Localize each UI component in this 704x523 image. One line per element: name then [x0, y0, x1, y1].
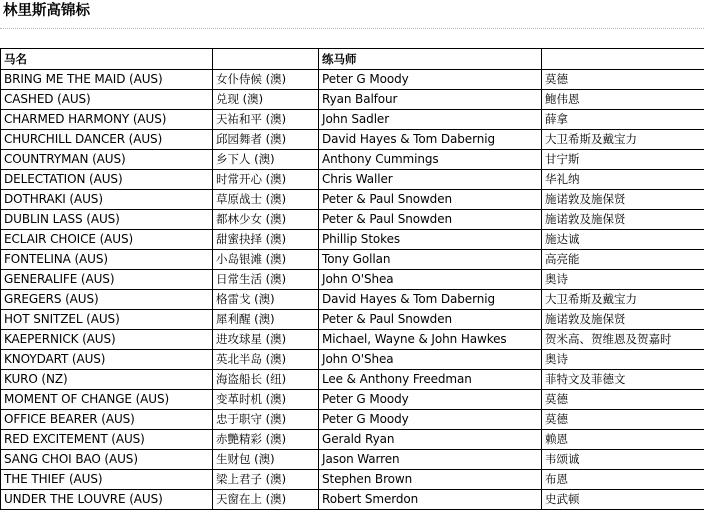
cell-horse-name-cn[interactable]: 都林少女 (澳) [213, 210, 319, 230]
cell-horse-name[interactable]: KAEPERNICK (AUS) [1, 330, 213, 350]
cell-horse-name[interactable]: CHARMED HARMONY (AUS) [1, 110, 213, 130]
cell-trainer-cn[interactable]: 甘宁斯 [542, 150, 704, 170]
cell-trainer[interactable]: Peter & Paul Snowden [319, 310, 542, 330]
cell-horse-name[interactable]: MOMENT OF CHANGE (AUS) [1, 390, 213, 410]
cell-trainer[interactable]: Chris Waller [319, 170, 542, 190]
cell-horse-name-cn[interactable]: 变革时机 (澳) [213, 390, 319, 410]
table-row [1, 130, 704, 150]
table-row [1, 470, 704, 490]
cell-trainer[interactable]: Lee & Anthony Freedman [319, 370, 542, 390]
cell-horse-name[interactable]: HOT SNITZEL (AUS) [1, 310, 213, 330]
cell-horse-name[interactable]: THE THIEF (AUS) [1, 470, 213, 490]
table-row [1, 430, 704, 450]
table-row [1, 450, 704, 470]
cell-horse-name[interactable]: GREGERS (AUS) [1, 290, 213, 310]
table-row [1, 210, 704, 230]
cell-trainer[interactable]: Ryan Balfour [319, 90, 542, 110]
table-row [1, 290, 704, 310]
cell-trainer-cn[interactable]: 高亮能 [542, 250, 704, 270]
sheet-title: 林里斯高锦标 [3, 2, 90, 19]
cell-trainer[interactable]: David Hayes & Tom Dabernig [319, 130, 542, 150]
cell-trainer-cn[interactable]: 施诺敦及施保贤 [542, 310, 704, 330]
table-row [1, 410, 704, 430]
cell-horse-name[interactable]: ECLAIR CHOICE (AUS) [1, 230, 213, 250]
cell-trainer-cn[interactable]: 莫德 [542, 390, 704, 410]
cell-horse-name[interactable]: BRING ME THE MAID (AUS) [1, 70, 213, 90]
table-row [1, 250, 704, 270]
cell-horse-name-cn[interactable]: 女仆侍候 (澳) [213, 70, 319, 90]
table-body [1, 49, 704, 510]
header-trainer-cn[interactable] [542, 49, 704, 70]
cell-horse-name-cn[interactable]: 邱园舞者 (澳) [213, 130, 319, 150]
horse-trainer-table [0, 48, 704, 510]
cell-horse-name-cn[interactable]: 时常开心 (澳) [213, 170, 319, 190]
cell-trainer-cn[interactable]: 史武顿 [542, 490, 704, 510]
cell-trainer[interactable]: John O'Shea [319, 350, 542, 370]
cell-trainer-cn[interactable]: 华礼纳 [542, 170, 704, 190]
gridline-divider [0, 28, 704, 29]
cell-trainer-cn[interactable]: 奥诗 [542, 270, 704, 290]
table-row [1, 310, 704, 330]
cell-trainer[interactable]: Peter & Paul Snowden [319, 190, 542, 210]
cell-trainer-cn[interactable]: 施达诚 [542, 230, 704, 250]
table-row [1, 350, 704, 370]
table-row [1, 170, 704, 190]
cell-horse-name-cn[interactable]: 天祐和平 (澳) [213, 110, 319, 130]
cell-trainer[interactable]: Peter & Paul Snowden [319, 210, 542, 230]
table-row [1, 90, 704, 110]
table-row [1, 270, 704, 290]
cell-trainer-cn[interactable]: 大卫希斯及戴宝力 [542, 290, 704, 310]
cell-horse-name[interactable]: OFFICE BEARER (AUS) [1, 410, 213, 430]
cell-trainer[interactable]: Tony Gollan [319, 250, 542, 270]
cell-trainer-cn[interactable]: 大卫希斯及戴宝力 [542, 130, 704, 150]
table-row [1, 390, 704, 410]
cell-trainer[interactable]: John Sadler [319, 110, 542, 130]
cell-horse-name-cn[interactable]: 天窗在上 (澳) [213, 490, 319, 510]
cell-trainer[interactable]: David Hayes & Tom Dabernig [319, 290, 542, 310]
cell-trainer-cn[interactable]: 施诺敦及施保贤 [542, 190, 704, 210]
cell-trainer-cn[interactable]: 施诺敦及施保贤 [542, 210, 704, 230]
cell-horse-name-cn[interactable]: 英北半岛 (澳) [213, 350, 319, 370]
cell-trainer[interactable]: Robert Smerdon [319, 490, 542, 510]
cell-horse-name[interactable]: CASHED (AUS) [1, 90, 213, 110]
header-horse-name-cn[interactable] [213, 49, 319, 70]
cell-trainer-cn[interactable]: 奥诗 [542, 350, 704, 370]
cell-horse-name-cn[interactable]: 梁上君子 (澳) [213, 470, 319, 490]
cell-trainer-cn[interactable]: 韦颂诚 [542, 450, 704, 470]
cell-horse-name-cn[interactable]: 犀利醒 (澳) [213, 310, 319, 330]
cell-horse-name-cn[interactable]: 兑现 (澳) [213, 90, 319, 110]
table-row [1, 190, 704, 210]
cell-horse-name-cn[interactable]: 日常生活 (澳) [213, 270, 319, 290]
table-row [1, 370, 704, 390]
cell-horse-name[interactable]: GENERALIFE (AUS) [1, 270, 213, 290]
cell-horse-name[interactable]: FONTELINA (AUS) [1, 250, 213, 270]
cell-horse-name-cn[interactable]: 海盗船长 (纽) [213, 370, 319, 390]
table-header-row [1, 49, 704, 70]
table-row [1, 230, 704, 250]
cell-horse-name[interactable]: KNOYDART (AUS) [1, 350, 213, 370]
cell-trainer[interactable]: Gerald Ryan [319, 430, 542, 450]
cell-horse-name-cn[interactable]: 进攻球星 (澳) [213, 330, 319, 350]
cell-horse-name-cn[interactable]: 赤艷精彩 (澳) [213, 430, 319, 450]
cell-trainer[interactable]: Anthony Cummings [319, 150, 542, 170]
table-row [1, 490, 704, 510]
cell-trainer[interactable]: Jason Warren [319, 450, 542, 470]
cell-horse-name-cn[interactable]: 草原战士 (澳) [213, 190, 319, 210]
table-row [1, 110, 704, 130]
cell-horse-name[interactable]: COUNTRYMAN (AUS) [1, 150, 213, 170]
cell-horse-name-cn[interactable]: 乡下人 (澳) [213, 150, 319, 170]
header-trainer[interactable]: 练马师 [319, 49, 542, 70]
cell-horse-name-cn[interactable]: 甜蜜抉择 (澳) [213, 230, 319, 250]
cell-horse-name-cn[interactable]: 生财包 (澳) [213, 450, 319, 470]
cell-trainer-cn[interactable]: 莫德 [542, 410, 704, 430]
cell-horse-name[interactable]: DUBLIN LASS (AUS) [1, 210, 213, 230]
header-horse-name[interactable]: 马名 [1, 49, 213, 70]
cell-horse-name[interactable]: CHURCHILL DANCER (AUS) [1, 130, 213, 150]
table-row [1, 70, 704, 90]
cell-trainer[interactable]: Michael, Wayne & John Hawkes [319, 330, 542, 350]
cell-horse-name[interactable]: DELECTATION (AUS) [1, 170, 213, 190]
cell-trainer[interactable]: Peter G Moody [319, 410, 542, 430]
cell-horse-name-cn[interactable]: 忠于职守 (澳) [213, 410, 319, 430]
cell-trainer-cn[interactable]: 鲍伟恩 [542, 90, 704, 110]
cell-horse-name[interactable]: UNDER THE LOUVRE (AUS) [1, 490, 213, 510]
cell-trainer-cn[interactable]: 薛拿 [542, 110, 704, 130]
table-row [1, 150, 704, 170]
cell-trainer-cn[interactable]: 贺米高、贺维恩及贺嘉时 [542, 330, 704, 350]
table-row [1, 330, 704, 350]
cell-horse-name[interactable]: SANG CHOI BAO (AUS) [1, 450, 213, 470]
cell-trainer-cn[interactable]: 菲特文及菲德文 [542, 370, 704, 390]
cell-horse-name-cn[interactable]: 小岛银滩 (澳) [213, 250, 319, 270]
cell-trainer[interactable]: John O'Shea [319, 270, 542, 290]
cell-horse-name-cn[interactable]: 格雷戈 (澳) [213, 290, 319, 310]
cell-trainer[interactable]: Stephen Brown [319, 470, 542, 490]
cell-trainer[interactable]: Peter G Moody [319, 390, 542, 410]
cell-trainer[interactable]: Phillip Stokes [319, 230, 542, 250]
cell-trainer[interactable]: Peter G Moody [319, 70, 542, 90]
cell-trainer-cn[interactable]: 赖恩 [542, 430, 704, 450]
cell-horse-name[interactable]: KURO (NZ) [1, 370, 213, 390]
cell-trainer-cn[interactable]: 布恩 [542, 470, 704, 490]
cell-trainer-cn[interactable]: 莫德 [542, 70, 704, 90]
cell-horse-name[interactable]: RED EXCITEMENT (AUS) [1, 430, 213, 450]
cell-horse-name[interactable]: DOTHRAKI (AUS) [1, 190, 213, 210]
